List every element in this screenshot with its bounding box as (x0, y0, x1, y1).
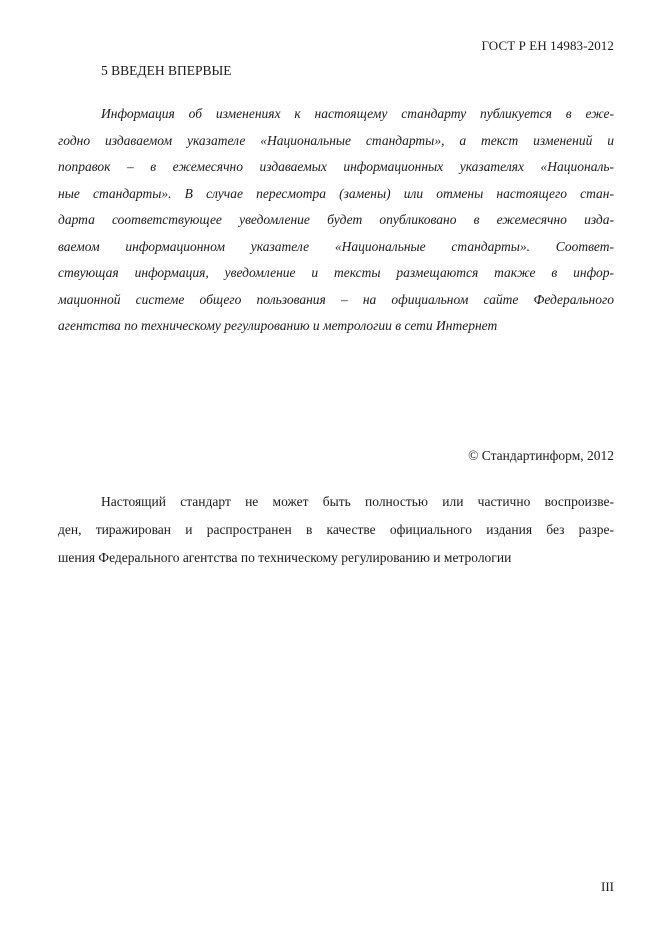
copyright-notice: © Стандартинформ, 2012 (468, 448, 614, 463)
document-code: ГОСТ Р ЕН 14983-2012 (481, 38, 614, 53)
notice-line: Настоящий стандарт не может быть полностью или частично воспроизве- (101, 494, 614, 509)
info-line: Информация об изменениях к настоящему стандарту публикуется в еже- (101, 106, 614, 121)
info-line: мационной системе общего пользования – на официальном сайте Федерального (58, 291, 614, 307)
info-line: ные стандарты». В случае пересмотра (замены) или отмены настоящего стан- (58, 185, 614, 201)
reproduction-notice (58, 488, 614, 572)
info-line: ствующая информация, уведомление и тексты размещаются также в инфор- (58, 265, 614, 280)
info-line: дарта соответствующее уведомление будет опубликовано в ежемесячно изда- (58, 212, 614, 227)
page-number: III (601, 879, 614, 894)
info-line: поправок – в ежемесячно издаваемых информационных указателях «Националь- (58, 159, 614, 174)
info-line: ваемом информационном указателе «Национальные стандарты». Соответ- (58, 238, 614, 254)
notice-line: ден, тиражирован и распространен в качестве официального издания без разре- (58, 522, 614, 537)
section-heading: 5 ВВЕДЕН ВПЕРВЫЕ (101, 63, 232, 78)
info-line: агентства по техническому регулированию и метрологии в сети Интернет (58, 318, 498, 333)
notice-line: шения Федерального агентства по техническому регулированию и метрологии (58, 550, 512, 565)
info-paragraph (58, 101, 614, 340)
info-line: годно издаваемом указателе «Национальные стандарты», а текст изменений и (58, 132, 614, 148)
